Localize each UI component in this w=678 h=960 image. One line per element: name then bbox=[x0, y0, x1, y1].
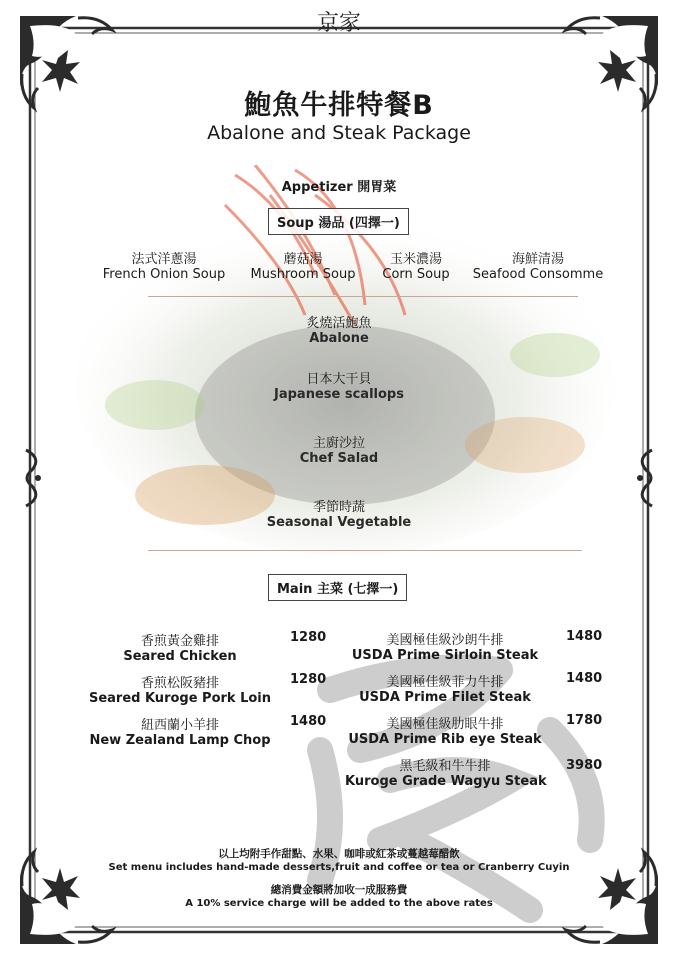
main-price: 1280 bbox=[290, 630, 327, 645]
menu-title-chinese: 鮑魚牛排特餐B bbox=[244, 90, 434, 121]
main-price: 1480 bbox=[290, 714, 327, 729]
main-item bbox=[80, 630, 280, 664]
main-item bbox=[80, 672, 280, 706]
course-name-english: Chef Salad bbox=[299, 451, 379, 466]
main-price: 1780 bbox=[566, 713, 603, 728]
main-name-chinese: 美國極佳級沙朗牛排 bbox=[386, 633, 504, 648]
main-price: 1480 bbox=[566, 671, 603, 686]
main-name-english: USDA Prime Filet Steak bbox=[359, 690, 531, 705]
brand-logo: 京家 bbox=[316, 11, 361, 36]
main-section-heading: Main 主菜 (七擇一) bbox=[268, 574, 407, 601]
course-name-chinese: 日本大干貝 bbox=[306, 372, 372, 387]
section-divider bbox=[148, 296, 578, 297]
soup-section-heading: Soup 湯品 (四擇一) bbox=[268, 208, 409, 235]
soup-name-english: Corn Soup bbox=[382, 267, 450, 282]
course-name-chinese: 季節時蔬 bbox=[312, 500, 365, 515]
main-name-chinese: 美國極佳級菲力牛排 bbox=[386, 675, 504, 690]
course-item bbox=[0, 368, 678, 402]
service-charge-note-chinese: 總消費金額將加收一成服務費 bbox=[270, 884, 408, 896]
course-name-chinese: 主廚沙拉 bbox=[312, 436, 365, 451]
course-name-english: Japanese scallops bbox=[274, 387, 404, 402]
appetizer-heading: Appetizer 開胃菜 bbox=[281, 180, 397, 195]
main-name-english: USDA Prime Rib eye Steak bbox=[348, 732, 542, 747]
soup-name-english: Mushroom Soup bbox=[250, 267, 356, 282]
course-item bbox=[0, 432, 678, 466]
soup-name-english: French Onion Soup bbox=[102, 267, 226, 282]
soup-name-chinese: 海鮮清湯 bbox=[511, 252, 564, 267]
main-price: 1280 bbox=[290, 672, 327, 687]
main-item bbox=[345, 629, 545, 663]
main-name-chinese: 紐西蘭小羊排 bbox=[140, 718, 219, 733]
main-name-chinese: 美國極佳級肋眼牛排 bbox=[386, 717, 504, 732]
soup-item bbox=[244, 248, 362, 282]
course-item bbox=[0, 312, 678, 346]
main-name-chinese: 香煎松阪豬排 bbox=[140, 676, 219, 691]
course-item bbox=[0, 496, 678, 530]
soup-name-chinese: 法式洋蔥湯 bbox=[131, 252, 197, 267]
main-item bbox=[345, 755, 545, 789]
section-divider bbox=[148, 550, 582, 551]
main-name-english: Kuroge Grade Wagyu Steak bbox=[345, 774, 547, 789]
soup-item bbox=[468, 248, 608, 282]
soup-item bbox=[374, 248, 458, 282]
menu-title-english: Abalone and Steak Package bbox=[207, 122, 471, 144]
soup-name-english: Seafood Consomme bbox=[472, 267, 604, 282]
main-price: 1480 bbox=[566, 629, 603, 644]
main-item bbox=[345, 671, 545, 705]
course-name-chinese: 炙燒活鮑魚 bbox=[306, 316, 372, 331]
main-price: 3980 bbox=[566, 758, 603, 773]
main-name-chinese: 黑毛級和牛牛排 bbox=[399, 759, 491, 774]
main-item bbox=[80, 714, 280, 748]
main-item bbox=[345, 713, 545, 747]
main-name-chinese: 香煎黃金雞排 bbox=[140, 634, 219, 649]
includes-note-english: Set menu includes hand-made desserts,fruit and coffee or tea or Cranberry Cuyin bbox=[108, 862, 570, 873]
course-name-english: Seasonal Vegetable bbox=[266, 515, 412, 530]
service-charge-note-english: A 10% service charge will be added to the above rates bbox=[185, 898, 493, 909]
main-name-english: Seared Chicken bbox=[123, 649, 237, 664]
main-name-english: Seared Kuroge Pork Loin bbox=[88, 691, 272, 706]
soup-item bbox=[98, 248, 230, 282]
course-name-english: Abalone bbox=[309, 331, 369, 346]
main-name-english: USDA Prime Sirloin Steak bbox=[351, 648, 539, 663]
includes-note-chinese: 以上均附手作甜點、水果、咖啡或紅茶或蔓越莓醋飲 bbox=[218, 848, 460, 860]
soup-name-chinese: 玉米濃湯 bbox=[389, 252, 442, 267]
soup-name-chinese: 蘑菇湯 bbox=[283, 252, 323, 267]
main-name-english: New Zealand Lamp Chop bbox=[89, 733, 271, 748]
